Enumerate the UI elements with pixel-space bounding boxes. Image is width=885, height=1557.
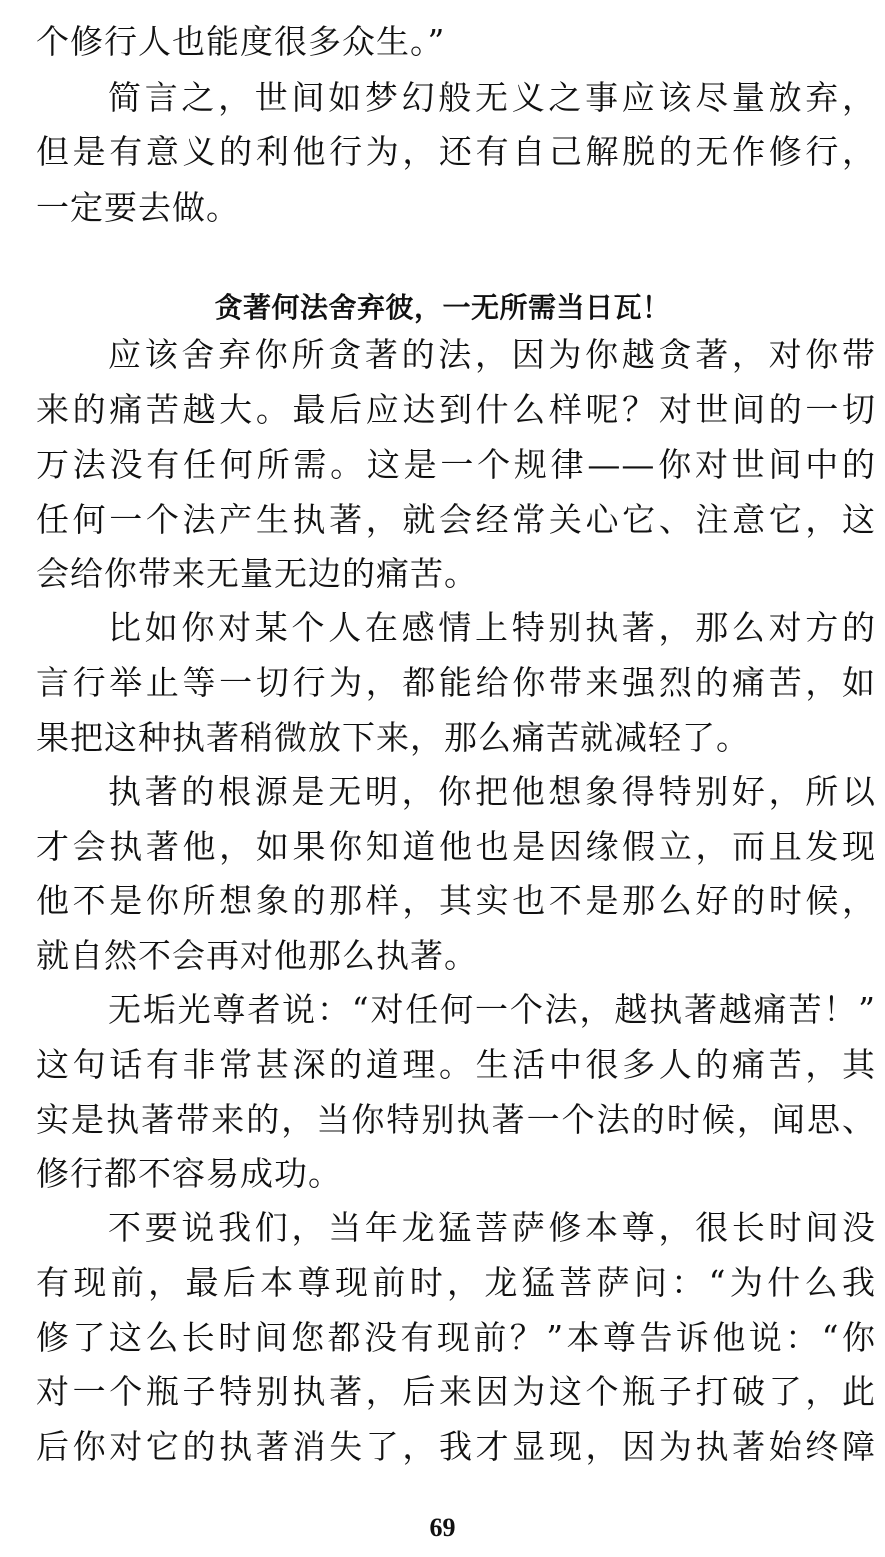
text-line: 他不是你所想象的那样，其实也不是那么好的时候， (36, 881, 876, 920)
text-line: 不要说我们，当年龙猛菩萨修本尊，很长时间没 (108, 1208, 876, 1247)
text-line: 个修行人也能度很多众生。” (36, 22, 446, 61)
text-line: 无垢光尊者说：“对任何一个法，越执著越痛苦！” (108, 990, 876, 1029)
text-line: 才会执著他，如果你知道他也是因缘假立，而且发现 (36, 827, 876, 866)
text-line: 来的痛苦越大。最后应达到什么样呢？对世间的一切 (36, 390, 876, 429)
text-line: 就自然不会再对他那么执著。 (36, 936, 478, 975)
text-line: 有现前，最后本尊现前时，龙猛菩萨问：“为什么我 (36, 1263, 876, 1302)
text-line: 果把这种执著稍微放下来，那么痛苦就减轻了。 (36, 718, 750, 757)
text-line: 后你对它的执著消失了，我才显现，因为执著始终障 (36, 1427, 876, 1466)
page-number: 69 (429, 1513, 456, 1542)
text-line: 但是有意义的利他行为，还有自己解脱的无作修行， (36, 132, 876, 171)
text-line: 会给你带来无量无边的痛苦。 (36, 554, 478, 593)
text-line: 简言之，世间如梦幻般无义之事应该尽量放弃， (108, 78, 876, 117)
text-line: 对一个瓶子特别执著，后来因为这个瓶子打破了，此 (36, 1372, 876, 1411)
text-line: 修行都不容易成功。 (36, 1154, 342, 1193)
text-line: 一定要去做。 (36, 188, 240, 227)
text-line: 修了这么长时间您都没有现前？”本尊告诉他说：“你 (36, 1318, 876, 1357)
text-line: 这句话有非常甚深的道理。生活中很多人的痛苦，其 (36, 1045, 876, 1084)
text-line: 应该舍弃你所贪著的法，因为你越贪著，对你带 (108, 335, 876, 374)
text-line: 言行举止等一切行为，都能给你带来强烈的痛苦，如 (36, 663, 876, 702)
section-heading: 贪著何法舍弃彼，一无所需当日瓦！ (214, 291, 671, 324)
text-line: 任何一个法产生执著，就会经常关心它、注意它，这 (36, 500, 876, 539)
text-line: 实是执著带来的，当你特别执著一个法的时候，闻思、 (36, 1100, 876, 1139)
text-line: 比如你对某个人在感情上特别执著，那么对方的 (108, 608, 876, 647)
text-line: 万法没有任何所需。这是一个规律——你对世间中的 (36, 445, 876, 484)
text-line: 执著的根源是无明，你把他想象得特别好，所以 (108, 772, 876, 811)
